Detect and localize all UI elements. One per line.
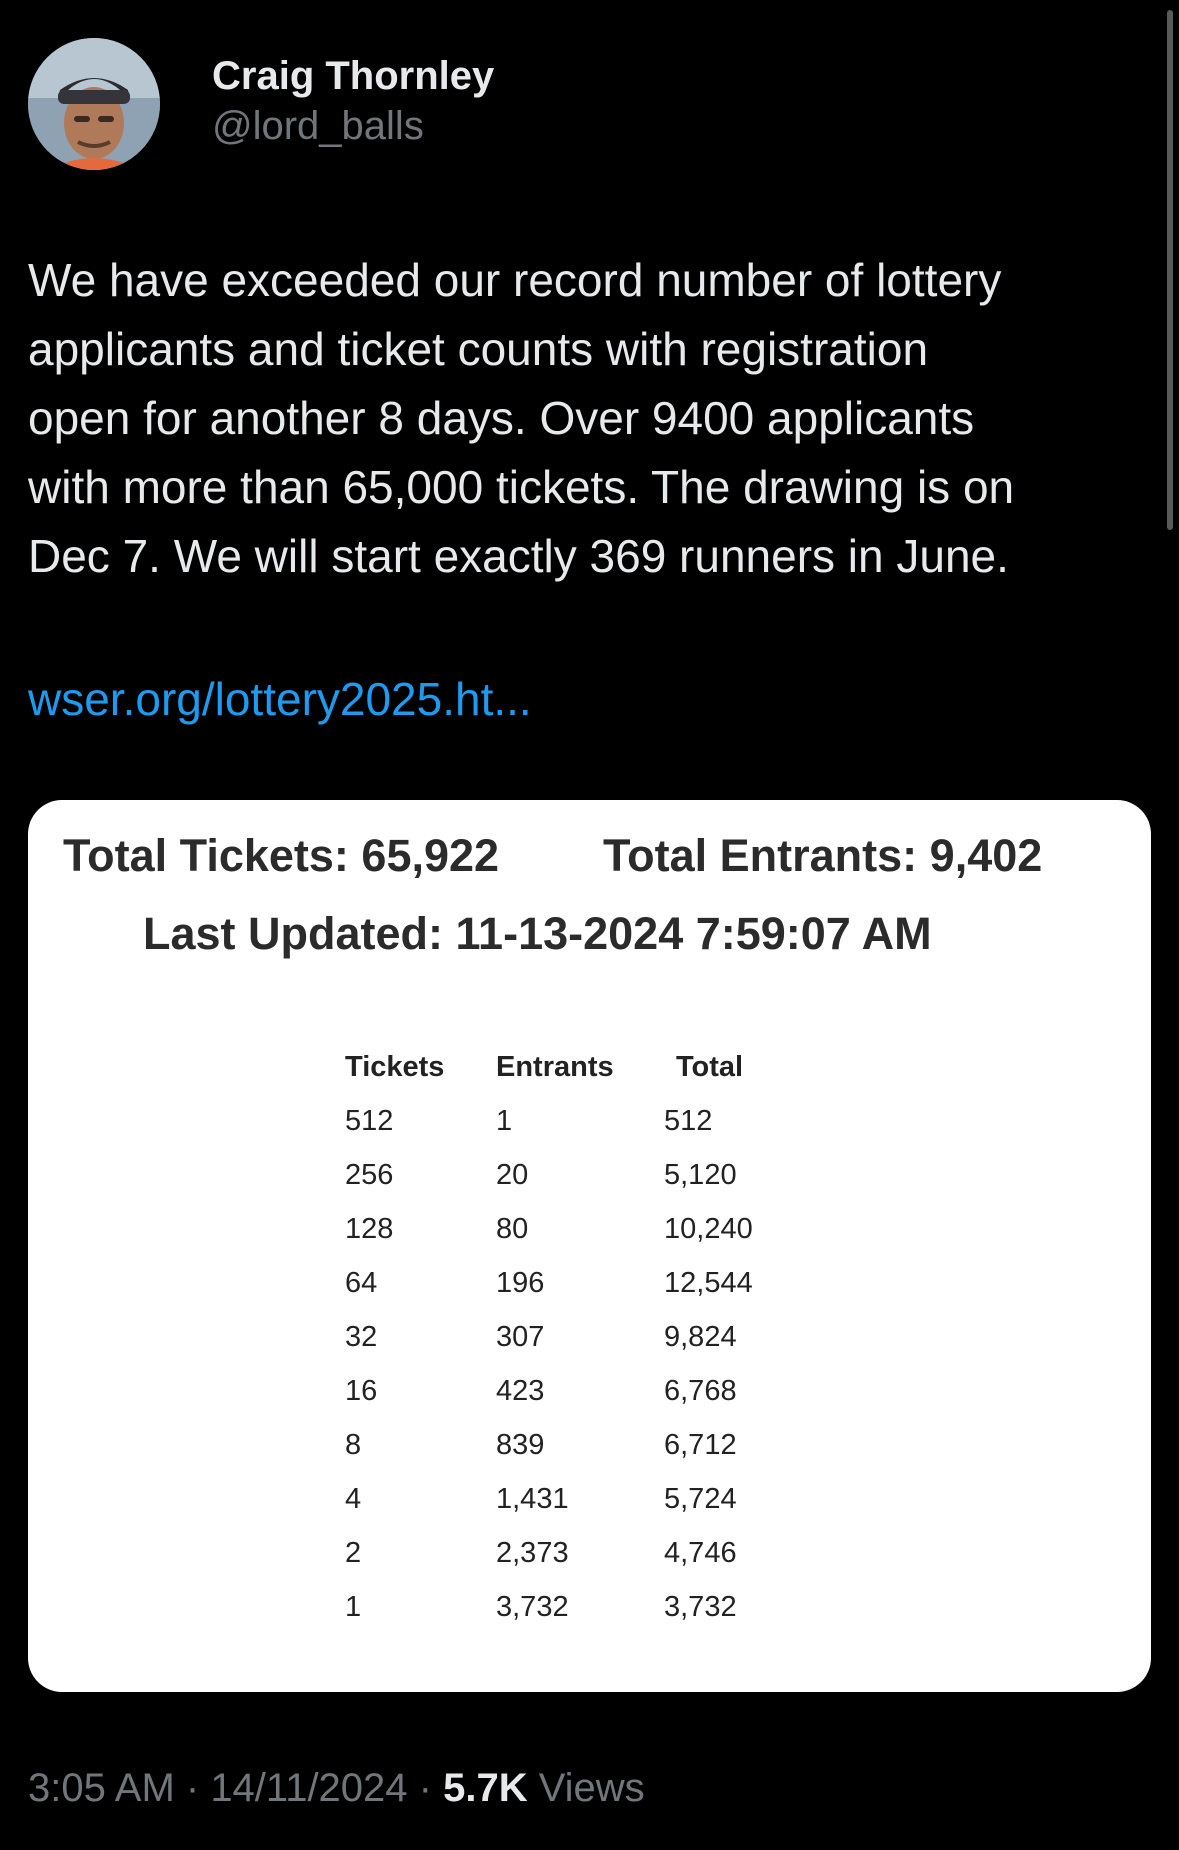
lottery-table: [345, 1040, 796, 1634]
table-row: [345, 1418, 796, 1472]
cell-total: 512: [664, 1104, 713, 1137]
cell-total: 3,732: [664, 1590, 737, 1623]
cell-entrants: 20: [496, 1158, 529, 1191]
cell-total: 6,712: [664, 1428, 737, 1461]
table-header-row: [345, 1040, 796, 1094]
views-count[interactable]: 5.7K: [443, 1766, 528, 1810]
total-entrants-label: Total Entrants: 9,402: [603, 830, 1043, 881]
total-tickets-label: Total Tickets: 65,922: [63, 830, 500, 881]
tweet-footer: [28, 1766, 645, 1811]
cell-entrants: 2,373: [496, 1536, 569, 1569]
cell-tickets: 512: [345, 1104, 394, 1137]
table-row: [345, 1526, 796, 1580]
column-header-total: Total: [676, 1050, 744, 1083]
table-row: [345, 1472, 796, 1526]
cell-tickets: 256: [345, 1158, 394, 1191]
views-label: Views: [527, 1766, 645, 1810]
cell-entrants: 307: [496, 1320, 545, 1353]
cell-entrants: 196: [496, 1266, 545, 1299]
cell-tickets: 4: [345, 1482, 362, 1515]
tweet-header: [28, 38, 494, 170]
cell-total: 4,746: [664, 1536, 737, 1569]
cell-entrants: 80: [496, 1212, 529, 1245]
cell-entrants: 839: [496, 1428, 545, 1461]
tweet-text: We have exceeded our record number of lottery applicants and ticket counts with registration open for another 8 days. Over 9400 applicants with more than 65,000 tickets. The drawing is on Dec 7. We will start exactly 369 runners in June.: [28, 254, 1015, 582]
tweet-date[interactable]: 14/11/2024: [210, 1766, 408, 1810]
table-row: [345, 1148, 796, 1202]
table-row: [345, 1256, 796, 1310]
cell-total: 6,768: [664, 1374, 737, 1407]
attached-image-card[interactable]: [28, 800, 1151, 1692]
author-display-name[interactable]: Craig Thornley: [212, 54, 495, 98]
cell-tickets: 1: [345, 1590, 362, 1623]
tweet-time[interactable]: 3:05 AM: [28, 1766, 175, 1810]
table-row: [345, 1364, 796, 1418]
table-row: [345, 1580, 796, 1634]
column-header-entrants: Entrants: [496, 1050, 614, 1083]
cell-entrants: 1: [496, 1104, 513, 1137]
cell-total: 5,120: [664, 1158, 737, 1191]
cell-tickets: 32: [345, 1320, 378, 1353]
table-row: [345, 1202, 796, 1256]
cell-tickets: 64: [345, 1266, 378, 1299]
author-handle[interactable]: @lord_balls: [212, 104, 424, 148]
cell-tickets: 128: [345, 1212, 394, 1245]
separator-dot: ·: [407, 1766, 444, 1810]
cell-total: 9,824: [664, 1320, 737, 1353]
author-names: [212, 51, 494, 151]
cell-total: 5,724: [664, 1482, 737, 1515]
last-updated-label: Last Updated: 11-13-2024 7:59:07 AM: [143, 908, 932, 959]
avatar[interactable]: [28, 38, 160, 170]
cell-entrants: 3,732: [496, 1590, 569, 1623]
cell-total: 10,240: [664, 1212, 753, 1245]
tweet-link[interactable]: wser.org/lottery2025.ht...: [28, 673, 532, 725]
avatar-image: [28, 38, 160, 170]
cell-tickets: 16: [345, 1374, 378, 1407]
cell-entrants: 423: [496, 1374, 545, 1407]
cell-entrants: 1,431: [496, 1482, 569, 1515]
column-header-tickets: Tickets: [345, 1050, 445, 1083]
scrollbar[interactable]: [1167, 10, 1173, 530]
table-row: [345, 1094, 796, 1148]
cell-total: 12,544: [664, 1266, 753, 1299]
table-row: [345, 1310, 796, 1364]
cell-tickets: 2: [345, 1536, 362, 1569]
separator-dot: ·: [174, 1766, 211, 1810]
cell-tickets: 8: [345, 1428, 362, 1461]
